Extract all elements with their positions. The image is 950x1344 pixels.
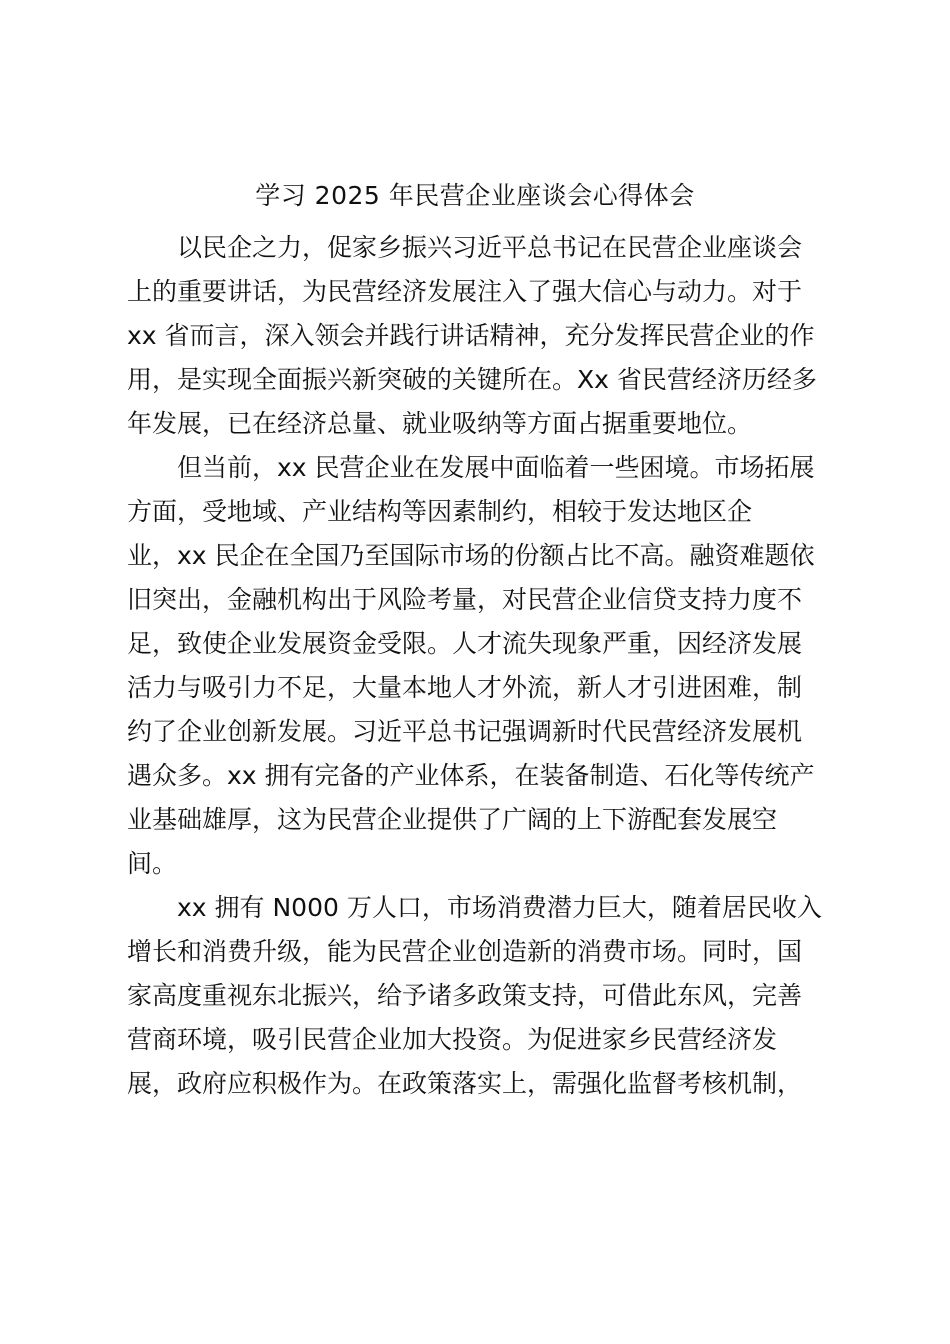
text-line: 业基础雄厚，这为民营企业提供了广阔的上下游配套发展空 xyxy=(127,805,778,834)
text-line: 但当前，xx 民营企业在发展中面临着一些困境。市场拓展 xyxy=(177,453,815,482)
text-line: 足，致使企业发展资金受限。人才流失现象严重，因经济发展 xyxy=(127,629,803,658)
text-line: 增长和消费升级，能为民营企业创造新的消费市场。同时，国 xyxy=(127,937,803,966)
text-line: 遇众多。xx 拥有完备的产业体系，在装备制造、石化等传统产 xyxy=(127,761,815,790)
text-line: 用，是实现全面振兴新突破的关键所在。Xx 省民营经济历经多 xyxy=(127,365,817,394)
paragraph-3 xyxy=(127,886,837,1106)
text-line: 家高度重视东北振兴，给予诸多政策支持，可借此东风，完善 xyxy=(127,981,803,1010)
text-line: 年发展，已在经济总量、就业吸纳等方面占据重要地位。 xyxy=(127,409,753,438)
document-body xyxy=(127,226,837,1106)
text-line: 活力与吸引力不足，大量本地人才外流，新人才引进困难，制 xyxy=(127,673,803,702)
text-line: 旧突出，金融机构出于风险考量，对民营企业信贷支持力度不 xyxy=(127,585,803,614)
text-line: xx 省而言，深入领会并践行讲话精神，充分发挥民营企业的作 xyxy=(127,321,815,350)
text-line: 约了企业创新发展。习近平总书记强调新时代民营经济发展机 xyxy=(127,717,803,746)
text-line: 方面，受地域、产业结构等因素制约，相较于发达地区企 xyxy=(127,497,753,526)
text-line: 以民企之力，促家乡振兴习近平总书记在民营企业座谈会 xyxy=(177,233,803,262)
text-line: 上的重要讲话，为民营经济发展注入了强大信心与动力。对于 xyxy=(127,277,803,306)
text-line: 业，xx 民企在全国乃至国际市场的份额占比不高。融资难题依 xyxy=(127,541,815,570)
paragraph-1 xyxy=(127,226,837,446)
document-title: 学习 2025 年民营企业座谈会心得体会 xyxy=(255,181,695,210)
text-line: 营商环境，吸引民营企业加大投资。为促进家乡民营经济发 xyxy=(127,1025,778,1054)
text-line: xx 拥有 N000 万人口，市场消费潜力巨大，随着居民收入 xyxy=(177,893,822,922)
text-line: 间。 xyxy=(127,849,178,878)
paragraph-2 xyxy=(127,446,837,886)
text-line: 展，政府应积极作为。在政策落实上，需强化监督考核机制， xyxy=(127,1069,803,1098)
